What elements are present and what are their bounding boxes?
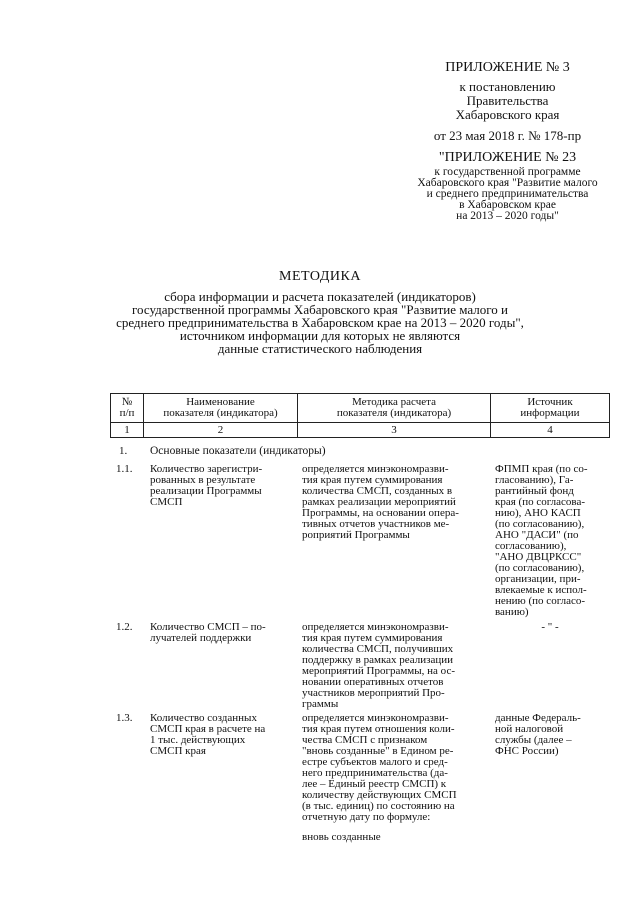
- header-num: № п/п: [119, 396, 135, 419]
- row-name: Количество созданных СМСП края в расчете на 1 тыс. действующих СМСП края: [150, 712, 266, 757]
- row-num: 1.1.: [116, 463, 133, 475]
- appendix-number: ПРИЛОЖЕНИЕ № 3: [445, 60, 570, 75]
- appendix-23-line: к государственной программе: [434, 166, 581, 178]
- document-title-line: данные статистического наблюдения: [217, 341, 423, 356]
- appendix-date-line: от 23 мая 2018 г. № 178-пр: [433, 128, 582, 143]
- appendix-23-line: Хабаровского края "Развитие малого: [417, 177, 598, 189]
- appendix-resolution-line-1: к постановлению: [459, 79, 556, 94]
- appendix-23-line: и среднего предпринимательства: [426, 188, 589, 200]
- formula-fragment: вновь созданные: [302, 831, 381, 843]
- section-num: 1.: [119, 445, 128, 457]
- appendix-resolution-line-2: Правительства: [466, 93, 549, 108]
- document-heading: МЕТОДИКА: [279, 269, 361, 284]
- col-number-1: 1: [124, 424, 130, 436]
- row-method: определяется минэкономразви- тия края путем суммирования количества СМСП, созданных в рамках реализации мероприятий Программы, на основании опера- тивных отчетов участников ме- роприятий Программы: [302, 463, 459, 541]
- header-source: Источник информации: [520, 396, 580, 419]
- appendix-header: [395, 60, 620, 143]
- row-num: 1.2.: [116, 621, 133, 633]
- section-title: Основные показатели (индикаторы): [150, 445, 326, 457]
- appendix-resolution-line-3: Хабаровского края: [455, 107, 560, 122]
- col-number-3: 3: [391, 424, 397, 436]
- row-method: определяется минэкономразви- тия края путем суммирования количества СМСП, получивших поддержку в рамках реализации мероприятий Программы, на ос- новании оперативных отчетов участников мероприятий Про- граммы: [302, 621, 455, 710]
- appendix-23-title: "ПРИЛОЖЕНИЕ № 23: [438, 150, 577, 165]
- appendix-23-header: [395, 150, 620, 222]
- document-title-line: источником информации для которых не являются: [179, 328, 461, 343]
- appendix-23-line: на 2013 – 2020 годы": [456, 210, 559, 222]
- row-name: Количество зарегистри- рованных в результате реализации Программы СМСП: [150, 463, 263, 508]
- row-num: 1.3.: [116, 712, 133, 724]
- row-source: данные Федераль- ной налоговой службы (далее – ФНС России): [495, 712, 581, 757]
- document-title: [40, 269, 600, 355]
- header-name: Наименование показателя (индикатора): [163, 396, 278, 419]
- document-title-line: среднего предпринимательства в Хабаровском крае на 2013 – 2020 годы",: [116, 315, 524, 330]
- col-number-4: 4: [547, 424, 553, 436]
- row-method: определяется минэкономразви- тия края путем отношения коли- чества СМСП с признаком "вновь созданные" в Едином ре- естре субъектов малого и сред- него предпринимательства (да- лее – Единый реестр СМСП) к количеству действующих СМСП (в тыс. единиц) по состоянию на отчетную дату по формуле:: [302, 712, 457, 823]
- document-title-line: сбора информации и расчета показателей (индикаторов): [164, 289, 476, 304]
- row-source: - " -: [541, 621, 559, 633]
- document-title-line: государственной программы Хабаровского края "Развитие малого и: [132, 302, 508, 317]
- row-name: Количество СМСП – по- лучателей поддержки: [150, 621, 266, 644]
- col-number-2: 2: [217, 424, 224, 436]
- header-method: Методика расчета показателя (индикатора): [336, 396, 452, 419]
- row-source: ФПМП края (по со- гласованию), Га- рантийный фонд края (по согласова- нию), АНО КАСП (по согласованию), АНО "ДАСИ" (по согласованию), "АНО ДВЦРКСС" (по согласованию), организации, при- влекаемые к испол- нению (по согласо- ванию): [495, 463, 588, 618]
- appendix-23-line: в Хабаровском крае: [459, 199, 556, 211]
